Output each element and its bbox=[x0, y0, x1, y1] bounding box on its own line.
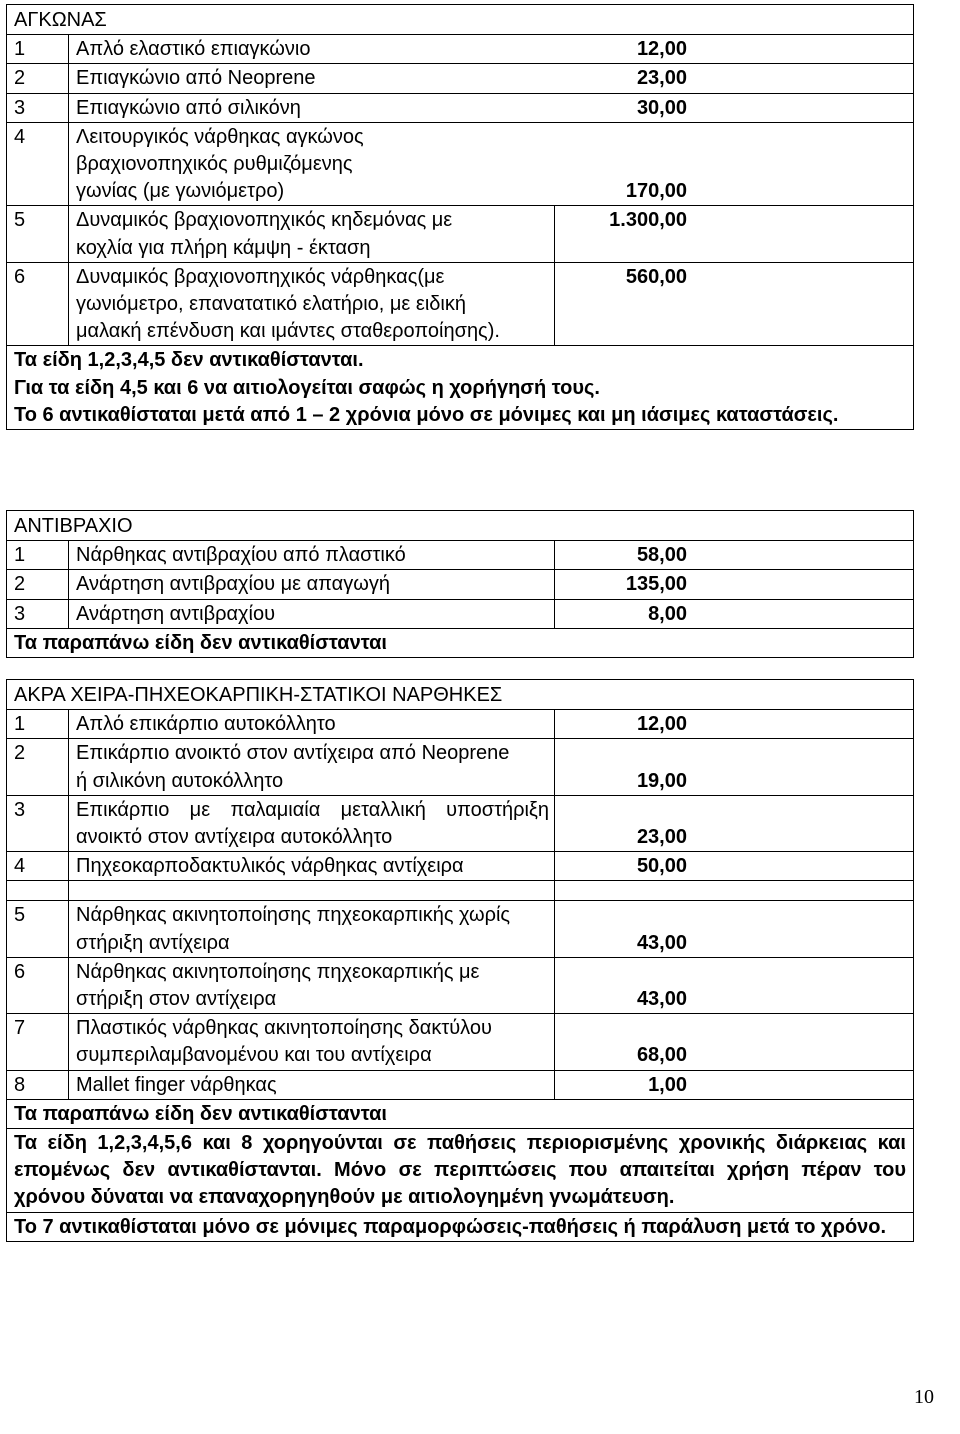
item-description: Επιαγκώνιο από Neoprene bbox=[69, 64, 555, 93]
table-row bbox=[7, 570, 914, 599]
item-description: Επικάρπιο με παλαμιαία μεταλλική υποστήριξη ανοικτό στον αντίχειρα αυτοκόλλητο bbox=[69, 795, 555, 851]
section-title: ΑΝΤΙΒΡΑΧΙΟ bbox=[7, 511, 914, 541]
table-row bbox=[7, 1014, 914, 1070]
item-price: 8,00 bbox=[555, 599, 914, 628]
section-title: ΑΚΡΑ ΧΕΙΡΑ-ΠΗΧΕΟΚΑΡΠΙΚΗ-ΣΤΑΤΙΚΟΙ ΝΑΡΘΗΚΕΣ bbox=[7, 680, 914, 710]
item-description: Επιαγκώνιο από σιλικόνη bbox=[69, 93, 555, 122]
table-row bbox=[7, 122, 914, 206]
notes bbox=[7, 346, 914, 430]
item-price: 30,00 bbox=[555, 93, 914, 122]
note: Το 7 αντικαθίσταται μόνο σε μόνιμες παραμορφώσεις-παθήσεις ή παράλυση μετά το χρόνο. bbox=[7, 1212, 914, 1241]
item-number: 3 bbox=[7, 93, 69, 122]
table-row bbox=[7, 957, 914, 1013]
item-description: Πηχεοκαρποδακτυλικός νάρθηκας αντίχειρα bbox=[69, 852, 555, 881]
item-description: Πλαστικός νάρθηκας ακινητοποίησης δακτύλου συμπεριλαμβανομένου και του αντίχειρα bbox=[69, 1014, 555, 1070]
item-number: 1 bbox=[7, 35, 69, 64]
table-row bbox=[7, 64, 914, 93]
item-number: 8 bbox=[7, 1070, 69, 1099]
item-price: 12,00 bbox=[555, 35, 914, 64]
item-price: 12,00 bbox=[555, 710, 914, 739]
table-row bbox=[7, 206, 914, 262]
table-row bbox=[7, 739, 914, 795]
item-number: 5 bbox=[7, 206, 69, 262]
item-number: 5 bbox=[7, 901, 69, 957]
forearm-table bbox=[6, 510, 914, 658]
section-title: ΑΓΚΩΝΑΣ bbox=[7, 5, 914, 35]
note: Τα είδη 1,2,3,4,5,6 και 8 χορηγούνται σε παθήσεις περιορισμένης χρονικής διάρκειας και επομένως δεν αντικαθίστανται. Μόνο σε περιπτώσεις που απαιτείται χρήση πέραν του χρόνου δύναται να επαναχορηγηθούν με αιτιολογημένη γνωμάτευση. bbox=[7, 1129, 914, 1213]
item-price: 43,00 bbox=[555, 901, 914, 957]
table-row bbox=[7, 795, 914, 851]
table-row bbox=[7, 710, 914, 739]
item-price: 170,00 bbox=[555, 122, 914, 206]
item-description: Ανάρτηση αντιβραχίου bbox=[69, 599, 555, 628]
item-price: 58,00 bbox=[555, 541, 914, 570]
item-number: 2 bbox=[7, 739, 69, 795]
note: Τα παραπάνω είδη δεν αντικαθίστανται bbox=[7, 1099, 914, 1128]
item-number: 2 bbox=[7, 570, 69, 599]
item-number: 6 bbox=[7, 957, 69, 1013]
item-price: 1,00 bbox=[555, 1070, 914, 1099]
item-number: 6 bbox=[7, 262, 69, 346]
item-price: 560,00 bbox=[555, 262, 914, 346]
item-description: Ανάρτηση αντιβραχίου με απαγωγή bbox=[69, 570, 555, 599]
item-description: Νάρθηκας αντιβραχίου από πλαστικό bbox=[69, 541, 555, 570]
elbow-table bbox=[6, 4, 914, 430]
table-row bbox=[7, 852, 914, 881]
note: Το 6 αντικαθίσταται μετά από 1 – 2 χρόνια μόνο σε μόνιμες και μη ιάσιμες καταστάσεις. bbox=[14, 403, 839, 426]
hand-wrist-table bbox=[6, 679, 914, 1242]
item-number: 3 bbox=[7, 795, 69, 851]
table-row bbox=[7, 35, 914, 64]
item-description: Λειτουργικός νάρθηκας αγκώνος βραχιονοπηχικός ρυθμιζόμενης γωνίας (με γωνιόμετρο) bbox=[69, 122, 555, 206]
item-price: 43,00 bbox=[555, 957, 914, 1013]
item-description: Mallet finger νάρθηκας bbox=[69, 1070, 555, 1099]
item-number: 4 bbox=[7, 122, 69, 206]
item-number: 3 bbox=[7, 599, 69, 628]
item-number: 4 bbox=[7, 852, 69, 881]
item-price: 23,00 bbox=[555, 64, 914, 93]
item-description: Δυναμικός βραχιονοπηχικός νάρθηκας(με γωνιόμετρο, επανατατικό ελατήριο, με ειδική μαλακή επένδυση και ιμάντες σταθεροποίησης). bbox=[69, 262, 555, 346]
item-description: Νάρθηκας ακινητοποίησης πηχεοκαρπικής με στήριξη στον αντίχειρα bbox=[69, 957, 555, 1013]
table-row bbox=[7, 599, 914, 628]
item-description: Απλό επικάρπιο αυτοκόλλητο bbox=[69, 710, 555, 739]
item-number: 7 bbox=[7, 1014, 69, 1070]
page-number: 10 bbox=[914, 1386, 934, 1408]
item-description: Νάρθηκας ακινητοποίησης πηχεοκαρπικής χωρίς στήριξη αντίχειρα bbox=[69, 901, 555, 957]
table-row bbox=[7, 901, 914, 957]
item-price: 68,00 bbox=[555, 1014, 914, 1070]
item-price: 1.300,00 bbox=[555, 206, 914, 262]
item-number: 1 bbox=[7, 710, 69, 739]
item-description: Απλό ελαστικό επιαγκώνιο bbox=[69, 35, 555, 64]
item-price: 135,00 bbox=[555, 570, 914, 599]
item-price: 50,00 bbox=[555, 852, 914, 881]
note: Τα παραπάνω είδη δεν αντικαθίστανται bbox=[7, 628, 914, 657]
item-number: 2 bbox=[7, 64, 69, 93]
item-description: Επικάρπιο ανοικτό στον αντίχειρα από Neoprene ή σιλικόνη αυτοκόλλητο bbox=[69, 739, 555, 795]
table-row bbox=[7, 262, 914, 346]
table-row bbox=[7, 1070, 914, 1099]
note: Τα είδη 1,2,3,4,5 δεν αντικαθίστανται. bbox=[14, 349, 364, 372]
item-price: 19,00 bbox=[555, 739, 914, 795]
item-number: 1 bbox=[7, 541, 69, 570]
table-row bbox=[7, 93, 914, 122]
item-description: Δυναμικός βραχιονοπηχικός κηδεμόνας με κοχλία για πλήρη κάμψη - έκταση bbox=[69, 206, 555, 262]
table-row bbox=[7, 541, 914, 570]
item-price: 23,00 bbox=[555, 795, 914, 851]
note: Για τα είδη 4,5 και 6 να αιτιολογείται σαφώς η χορήγησή τους. bbox=[14, 376, 600, 399]
